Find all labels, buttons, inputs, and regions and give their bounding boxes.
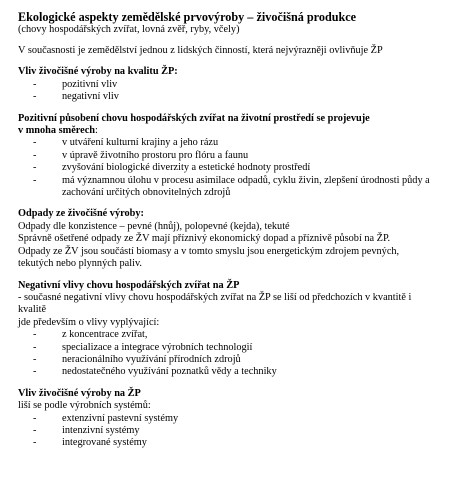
bullet-list <box>18 329 431 379</box>
section-heading: Negativní vlivy chovu hospodářských zvířat na ŽP <box>18 279 240 291</box>
bullet-list <box>18 137 431 199</box>
paragraph-line: liší se podle výrobních systémů: <box>18 400 151 412</box>
heading-colon: : <box>95 125 98 137</box>
list-item: - neracionálního využívání přírodních zdrojů <box>18 354 431 366</box>
section-heading: Vliv živočišné výroby na kvalitu ŽP: <box>18 66 178 78</box>
list-item: - intenzivní systémy <box>18 425 431 437</box>
section-heading-line2: v mnoha směrech <box>18 125 96 137</box>
list-item: - extenzivní pastevní systémy <box>18 413 431 425</box>
list-item: - v utváření kulturní krajiny a jeho rázu <box>18 137 431 149</box>
list-item: - zvyšování biologické diverzity a estetické hodnoty prostředí <box>18 162 431 174</box>
section-waste <box>18 208 431 270</box>
bullet-list <box>18 413 431 450</box>
section-heading-line1: Pozitivní působení chovu hospodářských zvířat na životní prostředí se projevuje <box>18 112 370 124</box>
paragraph-line: Odpady dle konzistence – pevné (hnůj), polopevné (kejda), tekuté <box>18 220 290 232</box>
list-item: - negativní vliv <box>18 91 431 103</box>
section-positive-impact <box>18 113 431 200</box>
bullet-list <box>18 79 431 104</box>
section-production-systems <box>18 388 431 450</box>
list-item: - specializace a integrace výrobních technologií <box>18 342 431 354</box>
list-item: - pozitivní vliv <box>18 79 431 91</box>
paragraph-line: Správně ošetřené odpady ze ŽV mají příznivý ekonomický dopad a příznivě působí na ŽP. <box>18 233 391 245</box>
section-quality-impact <box>18 66 431 103</box>
section-heading: Odpady ze živočišné výroby: <box>18 208 144 220</box>
paragraph-line: jde především o vlivy vyplývající: <box>18 316 160 328</box>
list-item: - v úpravě životního prostoru pro flóru a faunu <box>18 150 431 162</box>
document-subtitle: (chovy hospodářských zvířat, lovná zvěř, ryby, včely) <box>18 24 240 35</box>
paragraph-line: - současné negativní vlivy chovu hospodářských zvířat na ŽP se liší od předchozích v kvantitě i kvalitě <box>18 291 412 316</box>
section-negative-impact <box>18 280 431 379</box>
section-heading: Vliv živočišné výroby na ŽP <box>18 387 141 399</box>
intro-paragraph: V současnosti je zemědělství jednou z lidských činností, která nejvýrazněji ovlivňuje ŽP <box>18 45 383 56</box>
section-heading <box>18 113 431 138</box>
document-title: Ekologické aspekty zemědělské prvovýroby – živočišná produkce <box>18 10 357 24</box>
list-item: - z koncentrace zvířat, <box>18 329 431 341</box>
list-item: - nedostatečného využívání poznatků vědy a techniky <box>18 366 431 378</box>
list-item: - integrované systémy <box>18 437 431 449</box>
paragraph-line: Odpady ze ŽV jsou součástí biomasy a v tomto smyslu jsou energetickým zdrojem pevných, tekutých nebo plynných paliv. <box>18 245 400 270</box>
list-item: - má významnou úlohu v procesu asimilace odpadů, cyklu živin, zlepšení úrodnosti půdy a zachování určitých obnovitelných zdrojů <box>18 175 431 200</box>
